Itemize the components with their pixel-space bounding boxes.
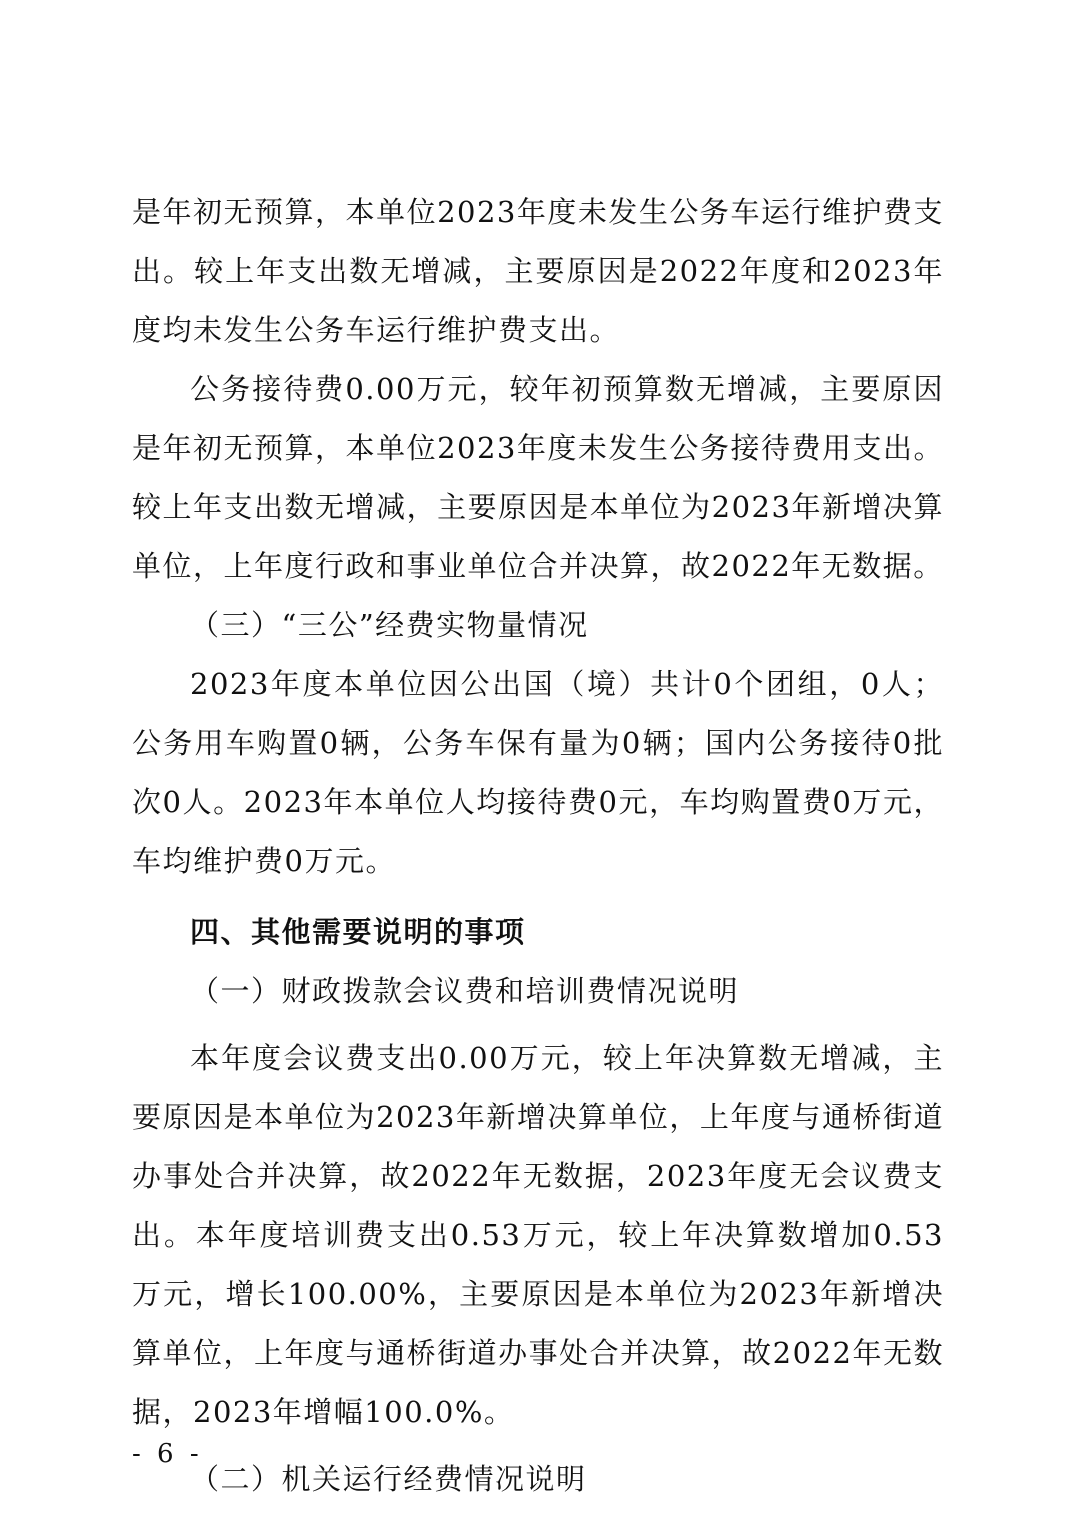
paragraph-spacing xyxy=(132,1021,944,1029)
section-heading-other-matters: 四、其他需要说明的事项 xyxy=(190,915,526,949)
paragraph-official-reception: 公务接待费0.00万元，较年初预算数无增减，主要原因是年初无预算，本单位2023年度未发生公务接待费用支出。较上年支出数无增减，主要原因是本单位为2023年新增决算单位，上年度行政和事业单位合并决算，故2022年无数据。 xyxy=(132,372,944,583)
subheading-meeting-training-fees: （一）财政拨款会议费和培训费情况说明 xyxy=(190,974,740,1008)
subheading-agency-operating-expenses: （二）机关运行经费情况说明 xyxy=(190,1462,587,1496)
paragraph-spacing xyxy=(132,1442,944,1450)
document-body xyxy=(132,183,944,1509)
page-number: - 6 - xyxy=(132,1439,203,1469)
paragraph-three-public-expenses-quantity: 2023年度本单位因公出国（境）共计0个团组，0人；公务用车购置0辆，公务车保有量为0辆；国内公务接待0批次0人。2023年本单位人均接待费0元，车均购置费0万元，车均维护费0万元。 xyxy=(132,667,944,878)
section-spacing xyxy=(132,891,944,903)
paragraph-vehicle-maintenance: 是年初无预算，本单位2023年度未发生公务车运行维护费支出。较上年支出数无增减，主要原因是2022年度和2023年度均未发生公务车运行维护费支出。 xyxy=(132,195,944,347)
subheading-three-public-expenses-quantity: （三）“三公”经费实物量情况 xyxy=(190,608,589,642)
paragraph-meeting-training-fees: 本年度会议费支出0.00万元，较上年决算数无增减，主要原因是本单位为2023年新增决算单位，上年度与通桥街道办事处合并决算，故2022年无数据，2023年度无会议费支出。本年度培训费支出0.53万元，较上年决算数增加0.53万元，增长100.00%，主要原因是本单位为2023年新增决算单位，上年度与通桥街道办事处合并决算，故2022年无数据，2023年增幅100.0%。 xyxy=(132,1041,944,1429)
